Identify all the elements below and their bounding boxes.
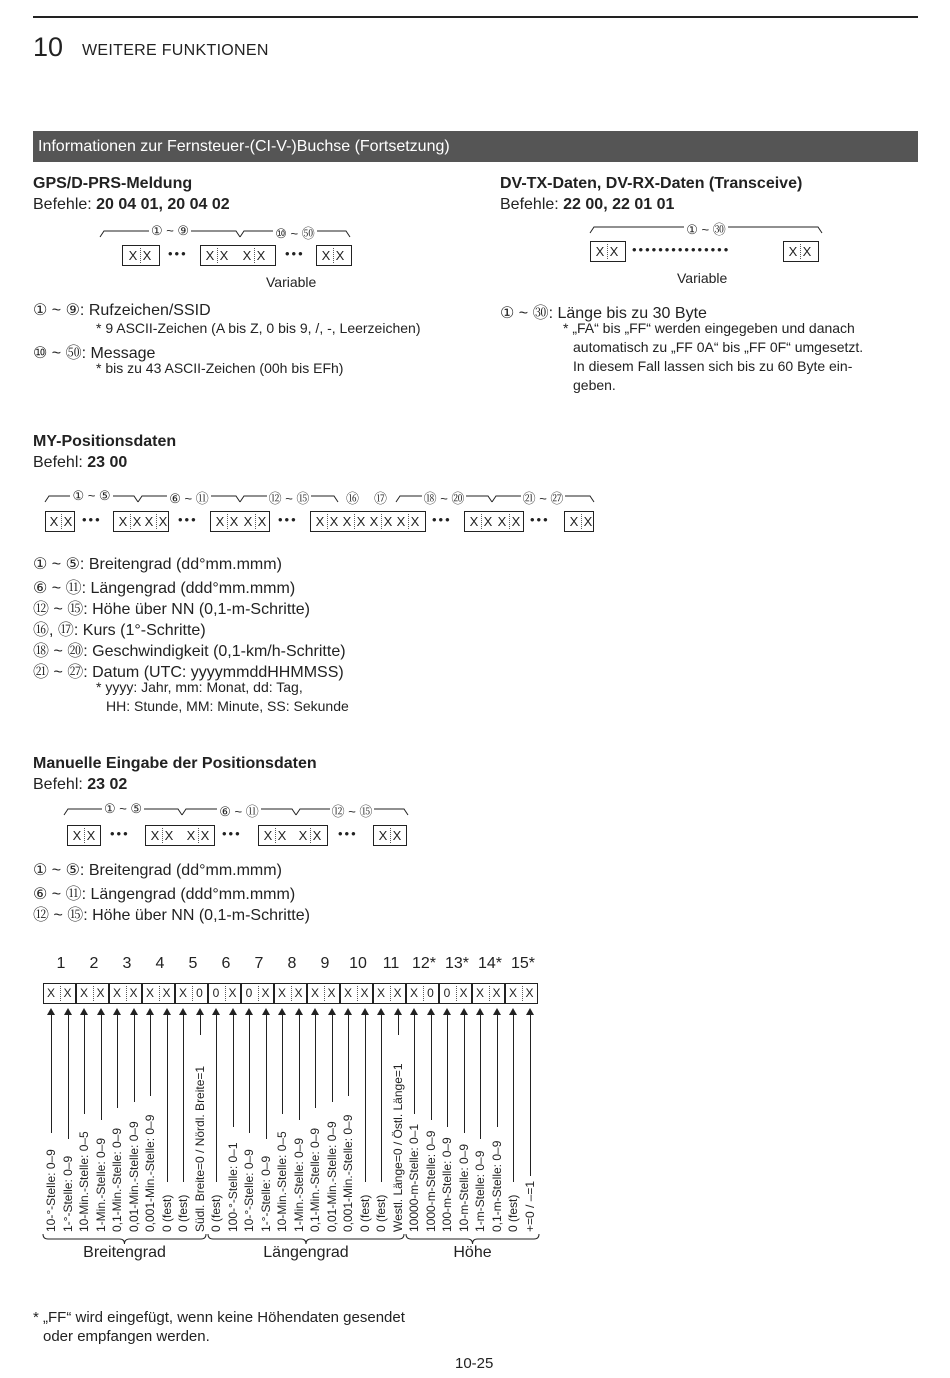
gps-bracket-1: ① ~ ⑨ bbox=[150, 223, 190, 238]
nibble-x: X bbox=[86, 828, 96, 843]
nibble-x: X bbox=[321, 248, 331, 263]
nibble-x: X bbox=[150, 828, 160, 843]
manual-title: Manuelle Eingabe der Positionsdaten bbox=[33, 755, 317, 772]
arrow-line bbox=[530, 1014, 531, 1176]
my-bracket-3: ⑫ ~ ⑮ bbox=[268, 491, 310, 506]
nibble-x: X bbox=[342, 514, 352, 529]
nibble-x: X bbox=[158, 514, 168, 529]
ellipsis-dots: ••• bbox=[82, 512, 102, 527]
nibble-x: X bbox=[186, 828, 196, 843]
nibble-x: X bbox=[595, 244, 605, 259]
bit-label: 0 (fest) bbox=[159, 1194, 174, 1232]
nibble-x: X bbox=[335, 248, 345, 263]
arrow-line bbox=[332, 1014, 333, 1102]
group-label: Höhe bbox=[453, 1244, 492, 1261]
bit-label: 0 (fest) bbox=[176, 1194, 191, 1232]
nibble-separator bbox=[423, 986, 424, 1001]
nibble-cell: X bbox=[63, 986, 72, 1000]
my-item-2: ⑥ ~ ⑪: Längengrad (ddd°mm.mmm) bbox=[33, 580, 296, 597]
nibble-separator bbox=[60, 986, 61, 1001]
nibble-x: X bbox=[483, 514, 493, 529]
arrow-line bbox=[497, 1014, 498, 1127]
nibble-x: X bbox=[312, 828, 322, 843]
nibble-x: X bbox=[356, 514, 366, 529]
nibble-separator bbox=[456, 986, 457, 1001]
my-bracket-2: ⑥ ~ ⑪ bbox=[169, 491, 209, 506]
nibble-cell: X bbox=[376, 986, 385, 1000]
arrow-line bbox=[101, 1014, 102, 1120]
nibble-cell: 0 bbox=[443, 986, 451, 1000]
arrow-line bbox=[447, 1014, 448, 1127]
nibble-separator bbox=[126, 986, 127, 1001]
manual-bracket-3: ⑫ ~ ⑮ bbox=[331, 804, 373, 819]
arrow-line bbox=[233, 1014, 234, 1127]
nibble-x: X bbox=[802, 244, 812, 259]
byte-number: 8 bbox=[287, 955, 297, 972]
arrow-line bbox=[348, 1014, 349, 1096]
manual-bracket-1: ① ~ ⑤ bbox=[103, 801, 143, 816]
my-item-1: ① ~ ⑤: Breitengrad (dd°mm.mmm) bbox=[33, 556, 282, 573]
arrow-line bbox=[480, 1014, 481, 1139]
nibble-x: X bbox=[277, 828, 287, 843]
nibble-x: X bbox=[392, 828, 402, 843]
byte-number: 6 bbox=[221, 955, 231, 972]
nibble-separator bbox=[357, 986, 358, 1001]
byte-number: 1 bbox=[56, 955, 66, 972]
nibble-cell: X bbox=[475, 986, 484, 1000]
nibble-cell: X bbox=[79, 986, 88, 1000]
my-bracket-6: ⑱ ~ ⑳ bbox=[423, 491, 465, 506]
byte-number: 2 bbox=[89, 955, 99, 972]
gps-caption: Variable bbox=[266, 274, 317, 290]
byte-number: 4 bbox=[155, 955, 165, 972]
gps-title: GPS/D-PRS-Meldung bbox=[33, 175, 193, 192]
nibble-cell: X bbox=[162, 986, 171, 1000]
my-item-6: ㉑ ~ ㉗: Datum (UTC: yyyymmddHHMMSS) bbox=[33, 664, 344, 681]
arrow-line bbox=[381, 1014, 382, 1182]
bit-label: 10000-m-Stelle: 0–1 bbox=[407, 1123, 422, 1232]
nibble-x: X bbox=[396, 514, 406, 529]
nibble-cell: X bbox=[46, 986, 55, 1000]
nibble-separator bbox=[390, 986, 391, 1001]
dv-note-4: geben. bbox=[573, 377, 616, 393]
nibble-cell: X bbox=[277, 986, 286, 1000]
byte-number: 11 bbox=[382, 955, 400, 972]
arrow-line bbox=[51, 1014, 52, 1133]
dv-note-1: * „FA“ bis „FF“ werden eingegeben und danach bbox=[563, 320, 855, 336]
ellipsis-dots: ••• bbox=[222, 826, 242, 841]
dv-bracket: ① ~ ㉚ bbox=[686, 222, 726, 237]
nibble-separator bbox=[192, 986, 193, 1001]
nibble-x: X bbox=[511, 514, 521, 529]
bit-label: 0,1-m-Stelle: 0–9 bbox=[489, 1140, 504, 1232]
nibble-x: X bbox=[72, 828, 82, 843]
bit-label: 1-Min.-Stelle: 0–9 bbox=[93, 1137, 108, 1232]
nibble-cell: X bbox=[508, 986, 517, 1000]
my-note-2: HH: Stunde, MM: Minute, SS: Sekunde bbox=[106, 698, 349, 714]
nibble-cell: 0 bbox=[245, 986, 253, 1000]
dv-command: Befehle: 22 00, 22 01 01 bbox=[500, 196, 675, 213]
arrow-line bbox=[513, 1014, 514, 1182]
bit-label: Westl. Länge=0 / Östl. Länge=1 bbox=[390, 1063, 405, 1232]
byte-number: 14* bbox=[477, 955, 503, 972]
arrow-line bbox=[315, 1014, 316, 1108]
ellipsis-dots: ••• bbox=[338, 826, 358, 841]
my-title: MY-Positionsdaten bbox=[33, 433, 177, 450]
bit-label: 1-°-Stelle: 0–9 bbox=[60, 1155, 75, 1232]
bit-label: 0 (fest) bbox=[357, 1194, 372, 1232]
bit-label: 100-m-Stelle: 0–9 bbox=[440, 1137, 455, 1232]
gps-item-1: ① ~ ⑨: Rufzeichen/SSID bbox=[33, 302, 211, 319]
arrow-line bbox=[414, 1014, 415, 1114]
bit-label: 0,1-Min.-Stelle: 0–9 bbox=[308, 1127, 323, 1232]
group-label: Längengrad bbox=[263, 1244, 349, 1261]
my-bracket-7: ㉑ ~ ㉗ bbox=[522, 491, 564, 506]
ellipsis-dots: ••• bbox=[168, 246, 188, 261]
arrow-line bbox=[282, 1014, 283, 1114]
byte-number: 10 bbox=[349, 955, 367, 972]
nibble-separator bbox=[522, 986, 523, 1001]
nibble-separator bbox=[324, 986, 325, 1001]
gps-note-2: * bis zu 43 ASCII-Zeichen (00h bis EFh) bbox=[96, 360, 344, 376]
arrow-line bbox=[249, 1014, 250, 1133]
nibble-separator bbox=[225, 986, 226, 1001]
bit-label: 10-Min.-Stelle: 0–5 bbox=[77, 1131, 92, 1232]
my-note-1: * yyyy: Jahr, mm: Monat, dd: Tag, bbox=[96, 679, 303, 695]
nibble-x: X bbox=[128, 248, 138, 263]
bit-label: 100-°-Stelle: 0–1 bbox=[225, 1142, 240, 1232]
arrow-line bbox=[134, 1014, 135, 1102]
nibble-cell: X bbox=[112, 986, 121, 1000]
nibble-cell: X bbox=[327, 986, 336, 1000]
bit-label: 1-°-Stelle: 0–9 bbox=[258, 1155, 273, 1232]
gps-item-2: ⑩ ~ ㊿: Message bbox=[33, 345, 156, 362]
arrow-line bbox=[167, 1014, 168, 1182]
arrow-line bbox=[84, 1014, 85, 1114]
nibble-cell: 0 bbox=[212, 986, 220, 1000]
nibble-x: X bbox=[263, 828, 273, 843]
byte-number: 12* bbox=[411, 955, 437, 972]
nibble-x: X bbox=[257, 514, 267, 529]
nibble-x: X bbox=[243, 514, 253, 529]
gps-note-1: * 9 ASCII-Zeichen (A bis Z, 0 bis 9, /, -, Leerzeichen) bbox=[96, 320, 421, 336]
group-label: Breitengrad bbox=[83, 1244, 166, 1261]
nibble-separator bbox=[159, 986, 160, 1001]
bit-label: 0,01-Min.-Stelle: 0–9 bbox=[126, 1121, 141, 1232]
nibble-cell: X bbox=[310, 986, 319, 1000]
ellipsis-dots: ••• bbox=[110, 826, 130, 841]
bit-label: 0 (fest) bbox=[209, 1194, 224, 1232]
manual-item-3: ⑫ ~ ⑮: Höhe über NN (0,1-m-Schritte) bbox=[33, 907, 310, 924]
bit-label: 10-m-Stelle: 0–9 bbox=[456, 1143, 471, 1232]
ellipsis-dots: ••• bbox=[178, 512, 198, 527]
arrow-line bbox=[216, 1014, 217, 1182]
bit-label: 0 (fest) bbox=[374, 1194, 389, 1232]
ellipsis-dots: ••• bbox=[530, 512, 550, 527]
arrow-line bbox=[299, 1014, 300, 1120]
footnote-1: * „FF“ wird eingefügt, wenn keine Höhendaten gesendet bbox=[33, 1309, 405, 1326]
gps-bracket-2: ⑩ ~ ㊿ bbox=[275, 226, 315, 241]
my-item-4: ⑯, ⑰: Kurs (1°-Schritte) bbox=[33, 622, 206, 639]
ellipsis-dots: ••• bbox=[285, 246, 305, 261]
bit-label: 0,01-Min.-Stelle: 0–9 bbox=[324, 1121, 339, 1232]
nibble-cell: X bbox=[409, 986, 418, 1000]
arrow-line bbox=[365, 1014, 366, 1182]
chapter-title: WEITERE FUNKTIONEN bbox=[82, 42, 269, 59]
nibble-x: X bbox=[609, 244, 619, 259]
nibble-x: X bbox=[298, 828, 308, 843]
manual-item-2: ⑥ ~ ⑪: Längengrad (ddd°mm.mmm) bbox=[33, 886, 296, 903]
nibble-x: X bbox=[383, 514, 393, 529]
dv-caption: Variable bbox=[677, 270, 728, 286]
my-item-5: ⑱ ~ ⑳: Geschwindigkeit (0,1-km/h-Schritte) bbox=[33, 643, 346, 660]
byte-number: 13* bbox=[444, 955, 470, 972]
nibble-x: X bbox=[378, 828, 388, 843]
nibble-cell: X bbox=[145, 986, 154, 1000]
nibble-x: X bbox=[469, 514, 479, 529]
nibble-x: X bbox=[788, 244, 798, 259]
bit-label: 0,001-Min.-Stelle: 0–9 bbox=[341, 1114, 356, 1232]
arrow-line bbox=[68, 1014, 69, 1139]
bit-label: 10-°-Stelle: 0–9 bbox=[44, 1149, 59, 1232]
nibble-x: X bbox=[205, 248, 215, 263]
dv-title: DV-TX-Daten, DV-RX-Daten (Transceive) bbox=[500, 175, 803, 192]
manual-bracket-2: ⑥ ~ ⑪ bbox=[219, 804, 259, 819]
ellipsis-dots: ••• bbox=[278, 512, 298, 527]
nibble-x: X bbox=[369, 514, 379, 529]
top-rule bbox=[33, 16, 918, 18]
bit-label: 0,1-Min.-Stelle: 0–9 bbox=[110, 1127, 125, 1232]
nibble-cell: X bbox=[459, 986, 468, 1000]
bit-label: 1000-m-Stelle: 0–9 bbox=[423, 1130, 438, 1232]
arrow-line bbox=[398, 1014, 399, 1035]
nibble-x: X bbox=[229, 514, 239, 529]
arrow-line bbox=[150, 1014, 151, 1096]
nibble-x: X bbox=[315, 514, 325, 529]
nibble-cell: X bbox=[178, 986, 187, 1000]
nibble-x: X bbox=[329, 514, 339, 529]
ellipsis-dots: ••••••••••••••• bbox=[632, 242, 731, 257]
nibble-x: X bbox=[144, 514, 154, 529]
gps-command: Befehle: 20 04 01, 20 04 02 bbox=[33, 196, 230, 213]
my-bracket-label: ⑰ bbox=[374, 491, 388, 506]
nibble-x: X bbox=[215, 514, 225, 529]
page-number: 10-25 bbox=[455, 1355, 494, 1372]
section-banner: Informationen zur Fernsteuer-(CI-V-)Buchse (Fortsetzung) bbox=[33, 131, 918, 162]
nibble-cell: X bbox=[294, 986, 303, 1000]
nibble-cell: X bbox=[261, 986, 270, 1000]
nibble-cell: X bbox=[492, 986, 501, 1000]
nibble-x: X bbox=[256, 248, 266, 263]
nibble-cell: X bbox=[525, 986, 534, 1000]
byte-number: 5 bbox=[188, 955, 198, 972]
arrow-line bbox=[117, 1014, 118, 1108]
nibble-x: X bbox=[63, 514, 73, 529]
bit-label: 1-Min.-Stelle: 0–9 bbox=[291, 1137, 306, 1232]
manual-item-1: ① ~ ⑤: Breitengrad (dd°mm.mmm) bbox=[33, 862, 282, 879]
arrow-line bbox=[464, 1014, 465, 1133]
my-command: Befehl: 23 00 bbox=[33, 454, 128, 471]
bit-label: 0 (fest) bbox=[506, 1194, 521, 1232]
nibble-separator bbox=[258, 986, 259, 1001]
dv-item: ① ~ ㉚: Länge bis zu 30 Byte bbox=[500, 305, 707, 322]
my-bracket-1: ① ~ ⑤ bbox=[72, 488, 111, 503]
byte-number: 3 bbox=[122, 955, 132, 972]
bit-label: +=0 / –=1 bbox=[522, 1180, 537, 1232]
nibble-x: X bbox=[118, 514, 128, 529]
nibble-x: X bbox=[583, 514, 593, 529]
chapter-number: 10 bbox=[33, 32, 64, 62]
nibble-cell: X bbox=[129, 986, 138, 1000]
nibble-cell: X bbox=[343, 986, 352, 1000]
nibble-cell: X bbox=[360, 986, 369, 1000]
manual-command: Befehl: 23 02 bbox=[33, 776, 128, 793]
nibble-separator bbox=[489, 986, 490, 1001]
nibble-x: X bbox=[242, 248, 252, 263]
nibble-x: X bbox=[410, 514, 420, 529]
nibble-x: X bbox=[142, 248, 152, 263]
nibble-cell: X bbox=[228, 986, 237, 1000]
footnote-2: oder empfangen werden. bbox=[43, 1328, 210, 1345]
nibble-x: X bbox=[219, 248, 229, 263]
dv-note-2: automatisch zu „FF 0A“ bis „FF 0F“ umgesetzt. bbox=[573, 339, 864, 355]
nibble-x: X bbox=[49, 514, 59, 529]
arrow-line bbox=[183, 1014, 184, 1182]
bit-label: 1-m-Stelle: 0–9 bbox=[473, 1150, 488, 1232]
bit-label: 0,001-Min.-Stelle: 0–9 bbox=[143, 1114, 158, 1232]
my-bracket-label: ⑯ bbox=[346, 491, 360, 506]
arrow-line bbox=[200, 1014, 201, 1035]
byte-number: 15* bbox=[510, 955, 536, 972]
bit-label: 10-Min.-Stelle: 0–5 bbox=[275, 1131, 290, 1232]
nibble-cell: 0 bbox=[196, 986, 203, 1000]
ellipsis-dots: ••• bbox=[432, 512, 452, 527]
byte-number: 7 bbox=[254, 955, 264, 972]
bit-label: 10-°-Stelle: 0–9 bbox=[242, 1149, 257, 1232]
nibble-x: X bbox=[164, 828, 174, 843]
nibble-cell: 0 bbox=[427, 986, 434, 1000]
nibble-cell: X bbox=[393, 986, 402, 1000]
nibble-cell: X bbox=[96, 986, 105, 1000]
nibble-separator bbox=[93, 986, 94, 1001]
arrow-line bbox=[431, 1014, 432, 1120]
dv-note-3: In diesem Fall lassen sich bis zu 60 Byte ein- bbox=[573, 358, 853, 374]
nibble-x: X bbox=[132, 514, 142, 529]
nibble-x: X bbox=[200, 828, 210, 843]
my-item-3: ⑫ ~ ⑮: Höhe über NN (0,1-m-Schritte) bbox=[33, 601, 310, 618]
nibble-separator bbox=[291, 986, 292, 1001]
byte-number: 9 bbox=[320, 955, 330, 972]
nibble-x: X bbox=[497, 514, 507, 529]
bit-label: Südl. Breite=0 / Nördl. Breite=1 bbox=[192, 1065, 207, 1232]
nibble-x: X bbox=[569, 514, 579, 529]
arrow-line bbox=[266, 1014, 267, 1139]
